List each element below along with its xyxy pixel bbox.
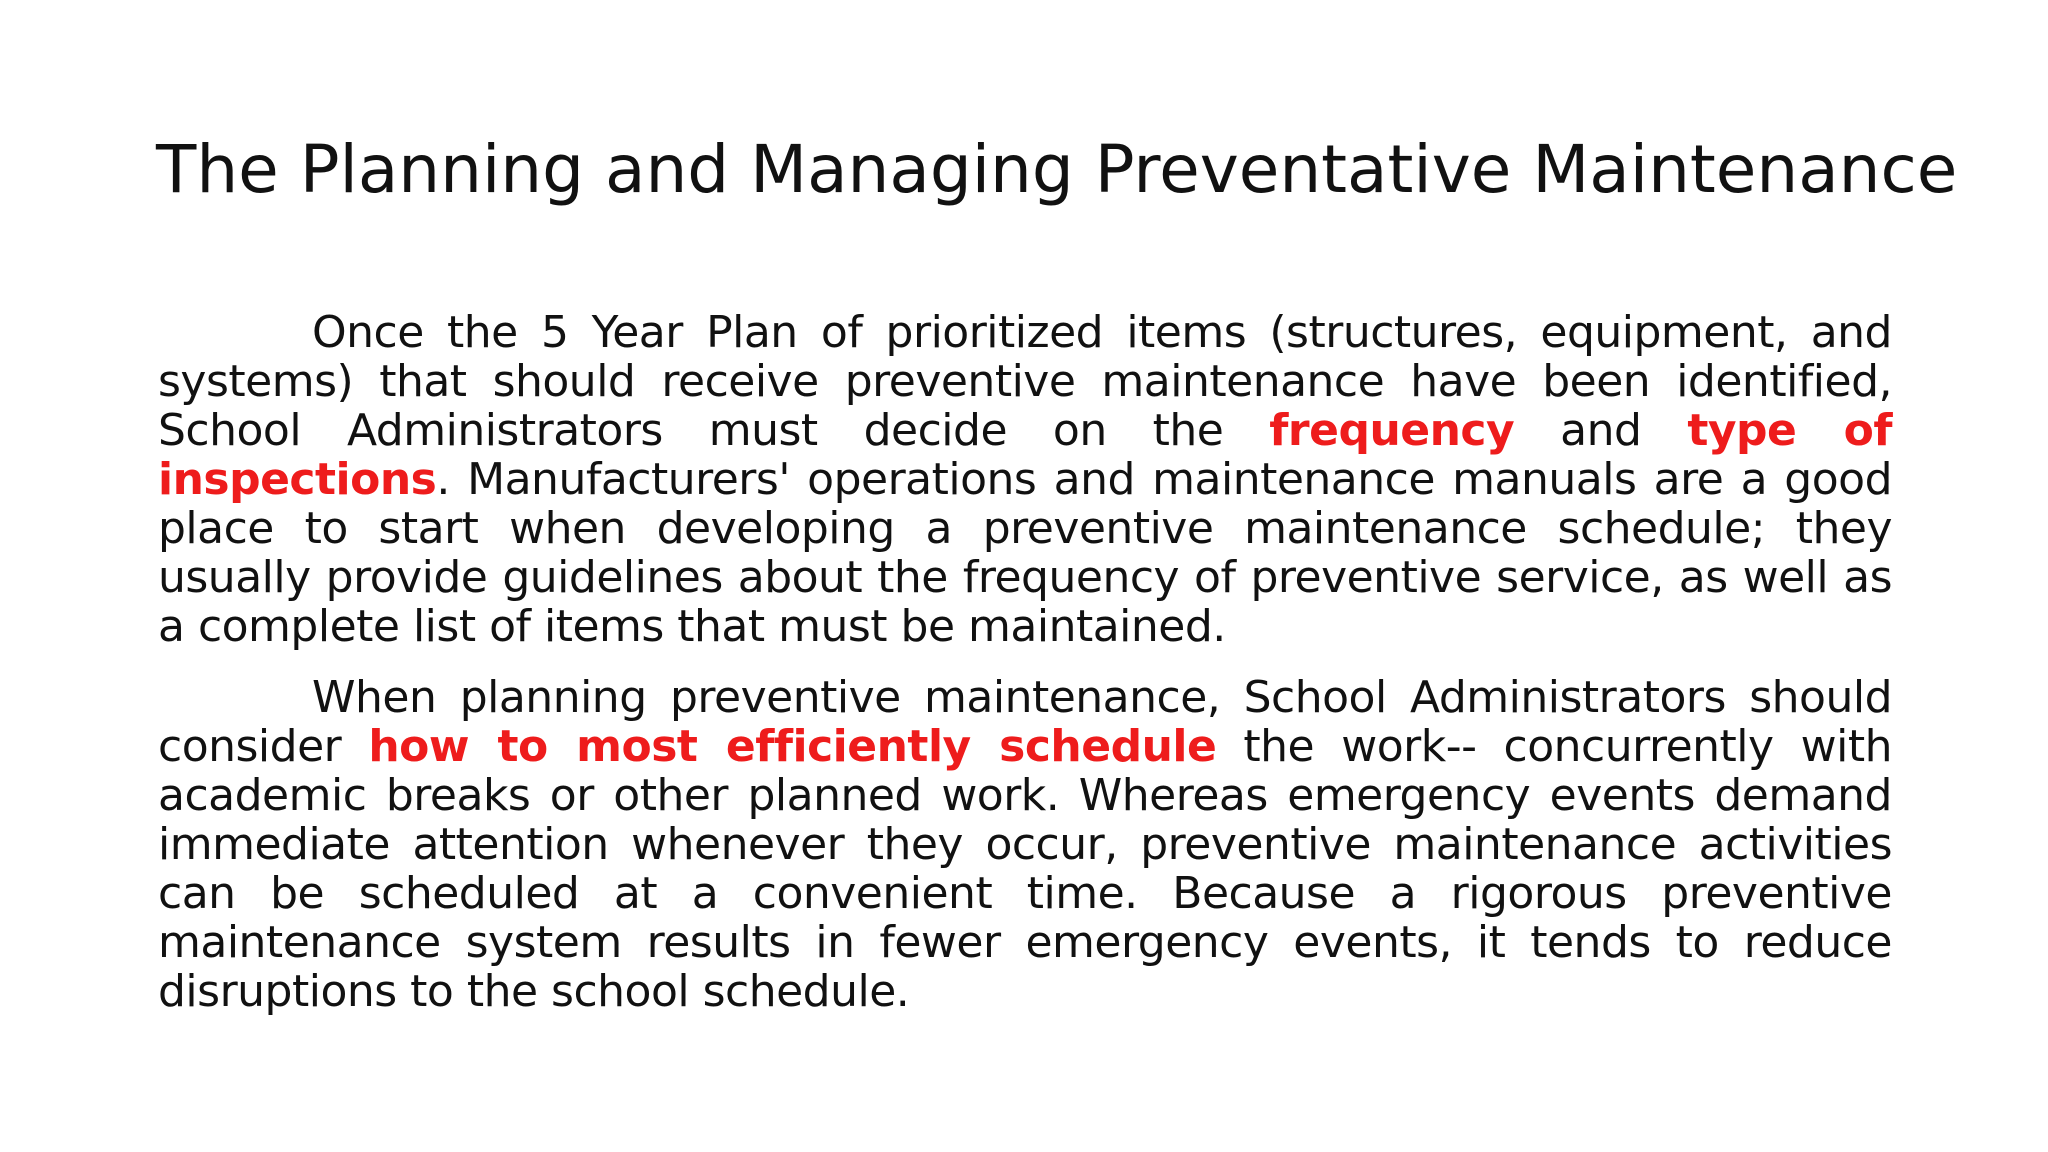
paragraph-2 bbox=[158, 673, 1892, 1016]
paragraph-1-text-c: . Manufacturers' operations and maintenance manuals are a good place to start when developing a preventive maintenance schedule; they usually provide guidelines about the frequency of preventive service, as well as a complete list of items that must be maintained. bbox=[158, 454, 1892, 652]
paragraph-1-text-b: and bbox=[1514, 405, 1688, 456]
highlight-schedule-efficiently: how to most efficiently schedule bbox=[368, 721, 1217, 772]
paragraph-1-text-a: Once the 5 Year Plan of prioritized items (structures, equipment, and systems) that should receive preventive maintenance have been identified, School Administrators must decide on the bbox=[158, 307, 1892, 456]
highlight-frequency: frequency bbox=[1269, 405, 1515, 456]
paragraph-1 bbox=[158, 308, 1892, 651]
slide-title: The Planning and Managing Preventative Maintenance bbox=[156, 131, 1958, 208]
paragraph-2-text-b: the work-- concurrently with academic breaks or other planned work. Whereas emergency events demand immediate attention whenever they occur, preventive maintenance activities can be scheduled at a convenient time. Because a rigorous preventive maintenance system results in fewer emergency events, it tends to reduce disruptions to the school schedule. bbox=[158, 721, 1892, 1017]
paragraph-2-text-a: When planning preventive maintenance, School Administrators should consider bbox=[158, 672, 1892, 772]
slide-body bbox=[158, 308, 1892, 1038]
highlight-type-of-inspections: type of inspections bbox=[158, 405, 1892, 505]
